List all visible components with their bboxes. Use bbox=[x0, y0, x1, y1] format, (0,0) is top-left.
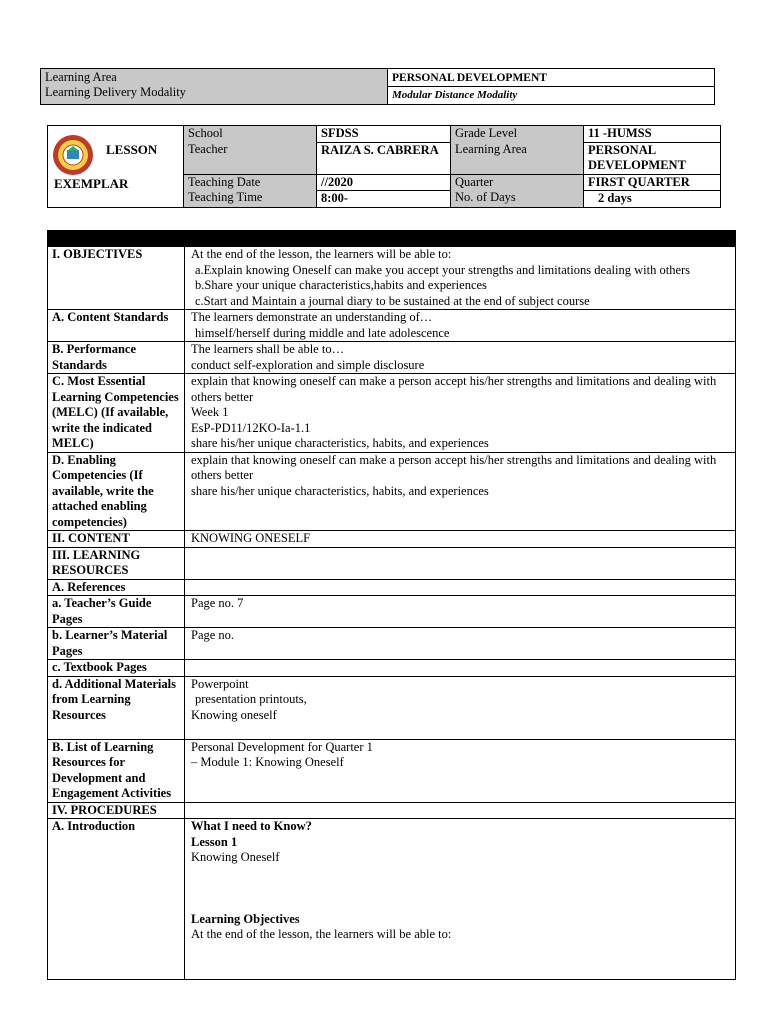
additional-line: presentation printouts, bbox=[195, 692, 307, 706]
resources-row bbox=[48, 547, 736, 579]
date-time-labels bbox=[184, 174, 317, 207]
date-value: //2020 bbox=[317, 175, 450, 192]
quarter-label: Quarter bbox=[455, 174, 494, 189]
objectives-line: c.Start and Maintain a journal diary to be sustained at the end of subject course bbox=[195, 293, 590, 308]
content-value: KNOWING ONESELF bbox=[185, 531, 736, 548]
objectives-label: I. OBJECTIVES bbox=[48, 247, 185, 310]
performance-standards-row bbox=[48, 342, 736, 374]
list-resources-line: Personal Development for Quarter 1 bbox=[191, 739, 373, 754]
intro-objectives-line: At the end of the lesson, the learners will be able to: bbox=[191, 927, 452, 941]
school-seal-icon bbox=[52, 134, 94, 176]
melc-label: C. Most Essential Learning Competencies (MELC) (If available, write the indicated MELC) bbox=[48, 374, 185, 453]
days-label: No. of Days bbox=[455, 190, 516, 204]
area-label: Learning Area bbox=[455, 141, 527, 156]
school-teacher-values bbox=[317, 126, 451, 175]
melc-line: EsP-PD11/12KO-Ia-1.1 bbox=[191, 420, 311, 435]
enabling-line: share his/her unique characteristics, habits, and experiences bbox=[191, 483, 489, 498]
date-time-values bbox=[317, 174, 451, 207]
intro-objectives-heading: Learning Objectives bbox=[191, 911, 300, 926]
lesson-plan-table bbox=[47, 230, 736, 980]
textbook-label: c. Textbook Pages bbox=[48, 660, 185, 677]
list-resources-content bbox=[185, 739, 736, 802]
performance-standards-content bbox=[185, 342, 736, 374]
introduction-label: A. Introduction bbox=[48, 819, 185, 980]
school-label: School bbox=[188, 126, 223, 140]
learning-area-label: Learning Area bbox=[45, 70, 117, 84]
enabling-label: D. Enabling Competencies (If available, write the attached enabling competencies) bbox=[48, 452, 185, 531]
content-standards-label: A. Content Standards bbox=[48, 310, 185, 342]
grade-area-values bbox=[584, 126, 721, 175]
performance-standards-line: The learners shall be able to… bbox=[191, 342, 345, 356]
school-value: SFDSS bbox=[317, 126, 450, 143]
melc-row bbox=[48, 374, 736, 453]
learners-material-value: Page no. bbox=[185, 628, 736, 660]
resources-label: III. LEARNING RESOURCES bbox=[48, 547, 185, 579]
additional-line: Powerpoint bbox=[191, 676, 249, 691]
melc-content bbox=[185, 374, 736, 453]
teachers-guide-label: a. Teacher’s Guide Pages bbox=[48, 596, 185, 628]
content-standards-row bbox=[48, 310, 736, 342]
learning-area-values bbox=[388, 69, 715, 105]
procedures-label: IV. PROCEDURES bbox=[48, 802, 185, 819]
quarter-days-values bbox=[584, 174, 721, 207]
list-resources-line: – Module 1: Knowing Oneself bbox=[191, 755, 344, 769]
performance-standards-line: conduct self-exploration and simple disclosure bbox=[191, 357, 425, 372]
procedures-row bbox=[48, 802, 736, 819]
additional-line: Knowing oneself bbox=[191, 707, 277, 722]
learners-material-row bbox=[48, 628, 736, 660]
references-row bbox=[48, 579, 736, 596]
objectives-content bbox=[185, 247, 736, 310]
time-value: 8:00- bbox=[321, 191, 349, 205]
list-resources-row bbox=[48, 739, 736, 802]
objectives-line: b.Share your unique characteristics,habits and experiences bbox=[195, 278, 487, 292]
enabling-content bbox=[185, 452, 736, 531]
days-value: 2 days bbox=[598, 191, 632, 205]
lesson-exemplar-cell bbox=[48, 126, 184, 208]
teacher-value: RAIZA S. CABRERA bbox=[321, 142, 439, 157]
content-standards-line: The learners demonstrate an understanding of… bbox=[191, 310, 433, 324]
area-value: PERSONAL DEVELOPMENT bbox=[588, 142, 686, 172]
date-label: Teaching Date bbox=[188, 174, 261, 189]
additional-materials-row bbox=[48, 676, 736, 739]
content-standards-content bbox=[185, 310, 736, 342]
lesson-exemplar-header bbox=[47, 125, 721, 208]
intro-lesson-number: Lesson 1 bbox=[191, 834, 238, 849]
additional-materials-content bbox=[185, 676, 736, 739]
grade-label: Grade Level bbox=[455, 126, 518, 140]
melc-line: Week 1 bbox=[191, 405, 229, 419]
modality-value: Modular Distance Modality bbox=[388, 86, 714, 103]
enabling-line: explain that knowing oneself can make a person accept his/her strengths and limitations and dealing with others better bbox=[191, 452, 717, 482]
performance-standards-label: B. Performance Standards bbox=[48, 342, 185, 374]
modality-label: Learning Delivery Modality bbox=[45, 85, 186, 99]
introduction-content bbox=[185, 819, 736, 980]
objectives-row bbox=[48, 247, 736, 310]
content-label: II. CONTENT bbox=[48, 531, 185, 548]
teachers-guide-row bbox=[48, 596, 736, 628]
learners-material-label: b. Learner’s Material Pages bbox=[48, 628, 185, 660]
references-label: A. References bbox=[48, 579, 185, 596]
lesson-label: LESSON bbox=[106, 142, 158, 157]
quarter-value: FIRST QUARTER bbox=[584, 175, 720, 192]
textbook-row bbox=[48, 660, 736, 677]
content-standards-line: himself/herself during middle and late adolescence bbox=[195, 325, 450, 340]
grade-value: 11 -HUMSS bbox=[584, 126, 720, 143]
objectives-line: a.Explain knowing Oneself can make you accept your strengths and limitations dealing with others bbox=[195, 262, 691, 277]
melc-line: explain that knowing oneself can make a person accept his/her strengths and limitations and dealing with others better bbox=[191, 374, 717, 404]
intro-heading: What I need to Know? bbox=[191, 819, 312, 833]
additional-materials-label: d. Additional Materials from Learning Resources bbox=[48, 676, 185, 739]
learning-area-value: PERSONAL DEVELOPMENT bbox=[392, 72, 547, 84]
grade-area-labels bbox=[451, 126, 584, 175]
intro-lesson-title: Knowing Oneself bbox=[191, 850, 280, 864]
introduction-row bbox=[48, 819, 736, 980]
teachers-guide-value: Page no. 7 bbox=[185, 596, 736, 628]
learning-area-table bbox=[40, 68, 715, 105]
list-resources-label: B. List of Learning Resources for Development and Engagement Activities bbox=[48, 739, 185, 802]
quarter-days-labels bbox=[451, 174, 584, 207]
enabling-row bbox=[48, 452, 736, 531]
melc-line: share his/her unique characteristics, habits, and experiences bbox=[191, 436, 489, 450]
content-row bbox=[48, 531, 736, 548]
school-teacher-labels bbox=[184, 126, 317, 175]
teacher-label: Teacher bbox=[188, 141, 228, 156]
exemplar-label: EXEMPLAR bbox=[54, 176, 129, 191]
objectives-line: At the end of the lesson, the learners will be able to: bbox=[191, 247, 452, 261]
learning-area-labels bbox=[41, 69, 388, 105]
table-header-bar bbox=[48, 231, 736, 247]
time-label: Teaching Time bbox=[188, 190, 263, 204]
